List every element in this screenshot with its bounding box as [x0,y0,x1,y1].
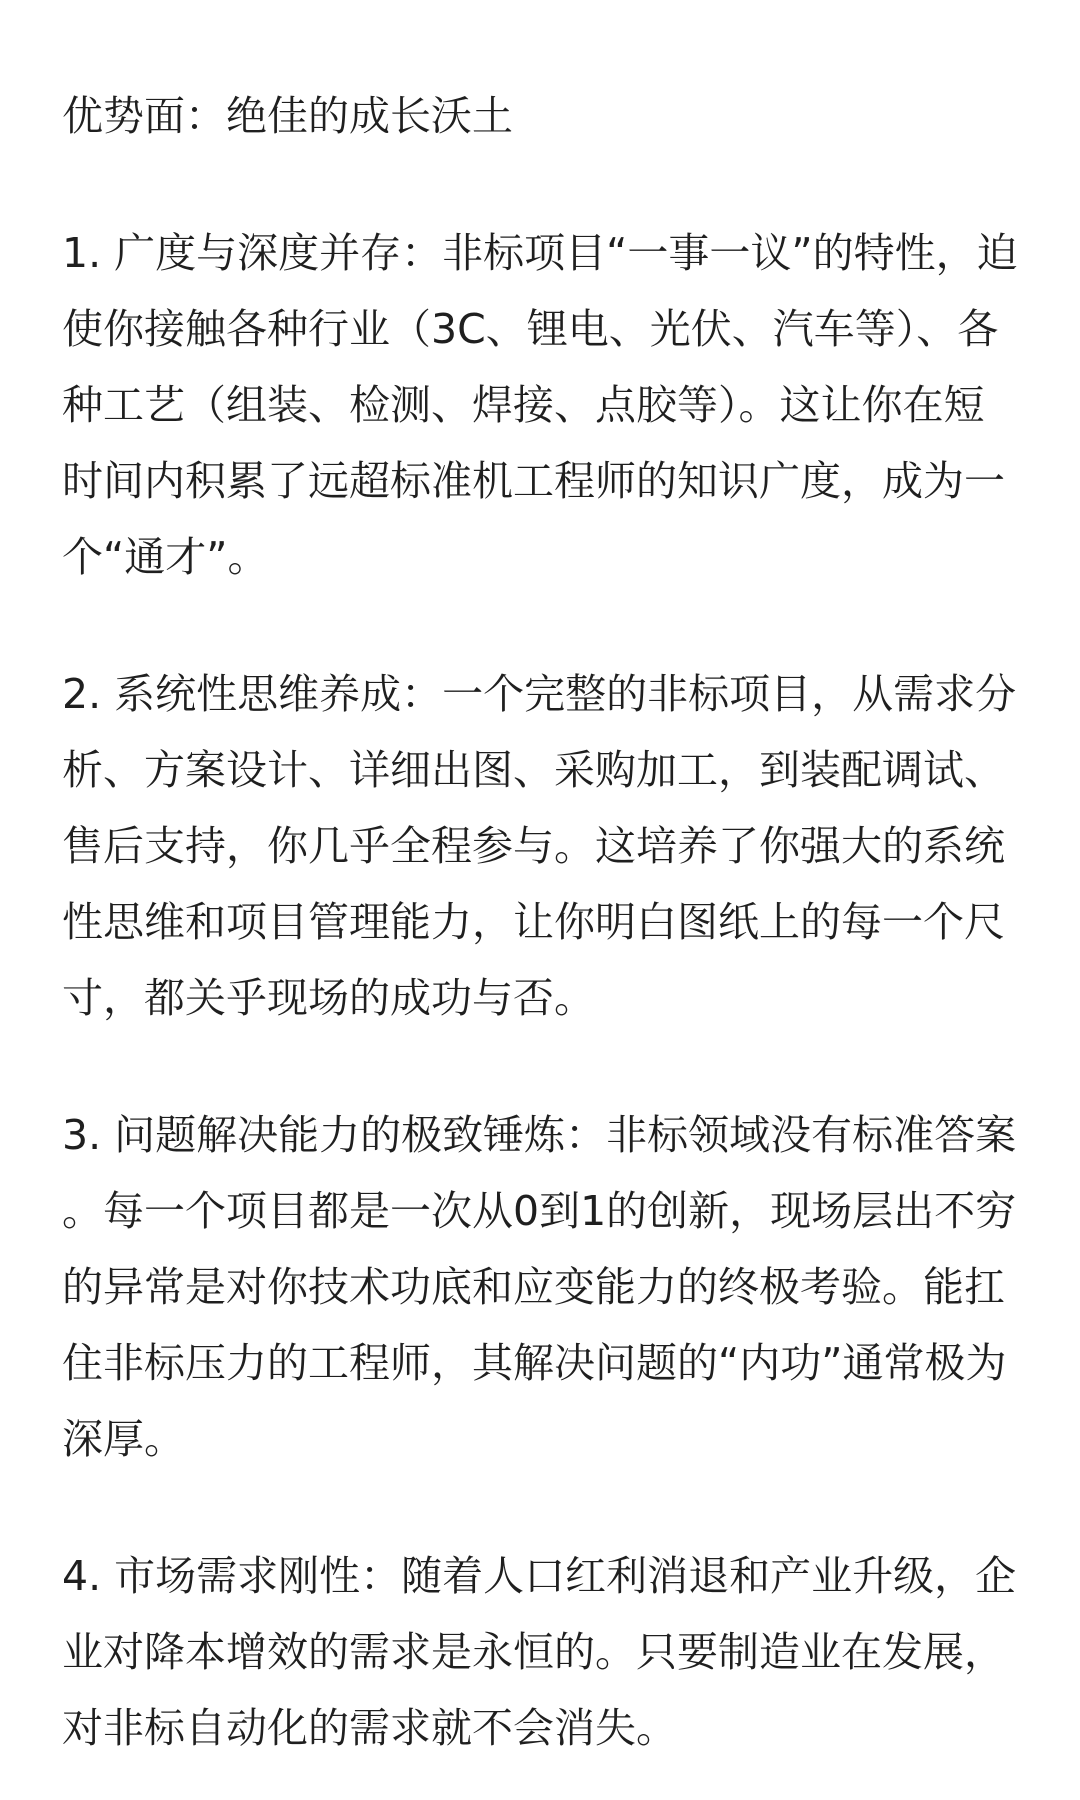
point-paragraph-4: 4. 市场需求刚性：随着人口红利消退和产业升级，企业对降本增效的需求是永恒的。只要制造业在发展，对非标自动化的需求就不会消失。 [62,1552,1017,1752]
point-paragraph-2: 2. 系统性思维养成：一个完整的非标项目，从需求分析、方案设计、详细出图、采购加工，到装配调试、售后支持，你几乎全程参与。这培养了你强大的系统性思维和项目管理能力，让你明白图纸上的每一个尺寸，都关乎现场的成功与否。 [62,670,1017,1022]
point-paragraph-3: 3. 问题解决能力的极致锤炼：非标领域没有标准答案。每一个项目都是一次从0到1的创新，现场层出不穷的异常是对你技术功底和应变能力的终极考验。能扛住非标压力的工程师，其解决问题的“内功”通常极为深厚。 [62,1111,1017,1463]
point-paragraph-1: 1. 广度与深度并存：非标项目“一事一议”的特性，迫使你接触各种行业（3C、锂电、光伏、汽车等）、各种工艺（组装、检测、焊接、点胶等）。这让你在短时间内积累了远超标准机工程师的知识广度，成为一个“通才”。 [62,229,1018,581]
section-heading: 优势面：绝佳的成长沃土 [62,92,513,140]
